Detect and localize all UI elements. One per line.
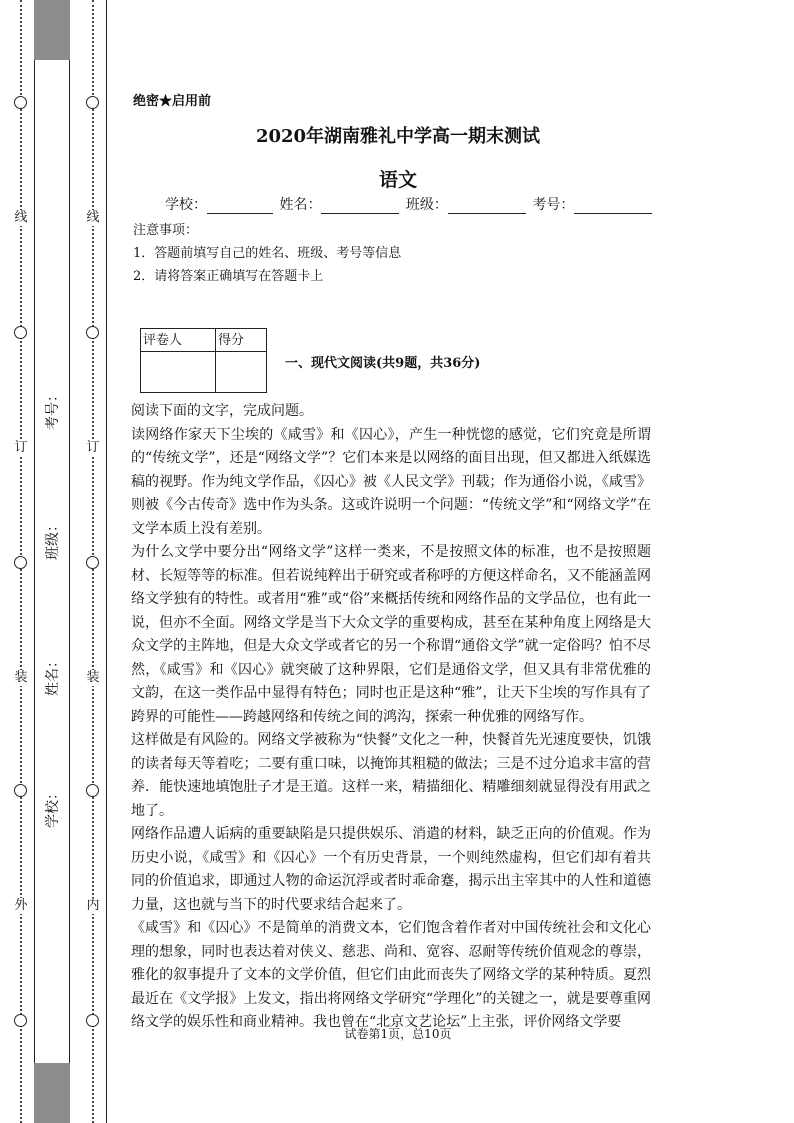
section-heading: 一、现代文阅读(共9题，共36分) bbox=[285, 356, 481, 371]
score-table-grader-header: 评卷人 bbox=[141, 329, 216, 352]
inner-label-zhuang: 装 bbox=[86, 670, 100, 685]
inner-rule bbox=[106, 0, 107, 1123]
binding-circle-icon bbox=[86, 784, 99, 797]
passage-paragraph: 《咸雪》和《囚心》不是简单的消费文本，它们饱含着作者对中国传统社会和文化心理的想象，同时也表达着对侠义、慈悲、尚和、宽容、忍耐等传统价值观念的尊崇，雅化的叙事提升了文本的文学价值，但它们由此而丧失了网络文学的某种特质。夏烈最近在《文学报》上发文，指出将网络文学研究“学理化”的关键之一，就是要尊重网络文学的娱乐性和商业精神。我也曾在“北京文艺论坛”上主张，评价网络文学要 bbox=[131, 920, 651, 1030]
passage bbox=[131, 400, 651, 1035]
binding-circle-icon bbox=[86, 556, 99, 569]
binding-circle-icon bbox=[14, 1014, 27, 1027]
exam-number-blank[interactable] bbox=[574, 199, 652, 214]
binding-circle-icon bbox=[14, 326, 27, 339]
strip-field-exam-number: 考号： bbox=[45, 388, 61, 430]
passage-paragraph: 网络作品遭人诟病的重要缺陷是只提供娱乐、消遣的材料，缺乏正向的价值观。作为历史小说，《咸雪》和《囚心》一个有历史背景，一个则纯然虚构，但它们却有着共同的价值追求，即通过人物的命运沉浮或者时乖命蹇，揭示出主宰其中的人性和道德力量，这也就与当下的时代要求结合起来了。 bbox=[131, 826, 651, 913]
score-table bbox=[140, 328, 267, 393]
field-label-name: 姓名： bbox=[279, 197, 322, 213]
page-title: 2020年湖南雅礼中学高一期末测试 bbox=[255, 126, 541, 147]
secret-mark: 绝密★启用前 bbox=[133, 94, 212, 109]
name-blank[interactable] bbox=[321, 199, 399, 214]
outer-label-xian: 线 bbox=[14, 210, 28, 225]
inner-label-ding: 订 bbox=[86, 440, 100, 455]
class-blank[interactable] bbox=[448, 199, 526, 214]
outer-label-wai: 外 bbox=[14, 898, 28, 913]
student-info-fields bbox=[165, 194, 654, 214]
strip-field-name: 姓名： bbox=[45, 654, 61, 696]
subject-title: 语文 bbox=[378, 169, 417, 191]
passage-paragraph: 阅读下面的文字，完成问题。 bbox=[131, 403, 313, 419]
inner-label-xian: 线 bbox=[86, 210, 100, 225]
binding-circle-icon bbox=[86, 1014, 99, 1027]
school-blank[interactable] bbox=[207, 199, 273, 214]
gray-strip-top bbox=[34, 0, 70, 60]
passage-paragraph: 这样做是有风险的。网络文学被称为“快餐”文化之一种，快餐首先光速度要快，饥饿的读者每天等着吃；二要有重口味，以掩饰其粗糙的做法；三是不过分追求丰富的营养．能快速地填饱肚子才是王道。这样一来，精描细化、精雕细刻就显得没有用武之地了。 bbox=[131, 732, 651, 819]
field-label-class: 班级： bbox=[405, 197, 448, 213]
binding-circle-icon bbox=[86, 326, 99, 339]
field-label-exam-number: 考号： bbox=[532, 197, 575, 213]
strip-field-class: 班级： bbox=[45, 518, 61, 560]
field-label-school: 学校： bbox=[165, 197, 207, 213]
notice-item: 2．请将答案正确填写在答题卡上 bbox=[133, 269, 324, 284]
gray-strip-bottom bbox=[34, 1063, 70, 1123]
notice-item: 1．答题前填写自己的姓名、班级、考号等信息 bbox=[133, 246, 402, 261]
score-table-grader-cell bbox=[141, 352, 216, 393]
notice-heading: 注意事项： bbox=[133, 223, 199, 238]
strip-field-school: 学校： bbox=[45, 786, 61, 828]
outer-label-ding: 订 bbox=[14, 440, 28, 455]
passage-paragraph: 为什么文学中要分出“网络文学”这样一类来，不是按照文体的标准，也不是按照题材、长短等等的标准。但若说纯粹出于研究或者称呼的方便这样命名，又不能涵盖网络文学独有的特性。或者用“雅”或“俗”来概括传统和网络作品的文学品位，也有此一说，但亦不全面。网络文学是当下大众文学的重要构成，甚至在某种角度上网络是大众文学的主阵地，但是大众文学或者它的另一个称谓“通俗文学”就一定俗吗？怕不尽然，《咸雪》和《囚心》就突破了这种界限，它们是通俗文学，但又具有非常优雅的文韵，在这一类作品中显得有特色；同时也正是这种“雅”，让天下尘埃的写作具有了跨界的可能性——跨越网络和传统之间的鸿沟，探索一种优雅的网络写作。 bbox=[131, 544, 651, 725]
passage-paragraph: 读网络作家天下尘埃的《咸雪》和《囚心》，产生一种恍惚的感觉，它们究竟是所谓的“传统文学”，还是“网络文学”？它们本来是以网络的面目出现，但又都进入纸媒选稿的视野。作为纯文学作品，《囚心》被《人民文学》刊载；作为通俗小说，《咸雪》则被《今古传奇》选中作为头条。这或许说明一个问题：“传统文学”和“网络文学”在文学本质上没有差别。 bbox=[131, 426, 651, 537]
score-table-score-header: 得分 bbox=[216, 329, 267, 352]
score-table-score-cell bbox=[216, 352, 267, 393]
name-strip-frame bbox=[34, 60, 70, 1063]
binding-circle-icon bbox=[14, 556, 27, 569]
binding-circle-icon bbox=[86, 96, 99, 109]
outer-label-zhuang: 装 bbox=[14, 670, 28, 685]
binding-circle-icon bbox=[14, 784, 27, 797]
page-footer: 试卷第1页，总10页 bbox=[344, 1027, 452, 1041]
binding-circle-icon bbox=[14, 96, 27, 109]
inner-label-nei: 内 bbox=[86, 898, 100, 913]
